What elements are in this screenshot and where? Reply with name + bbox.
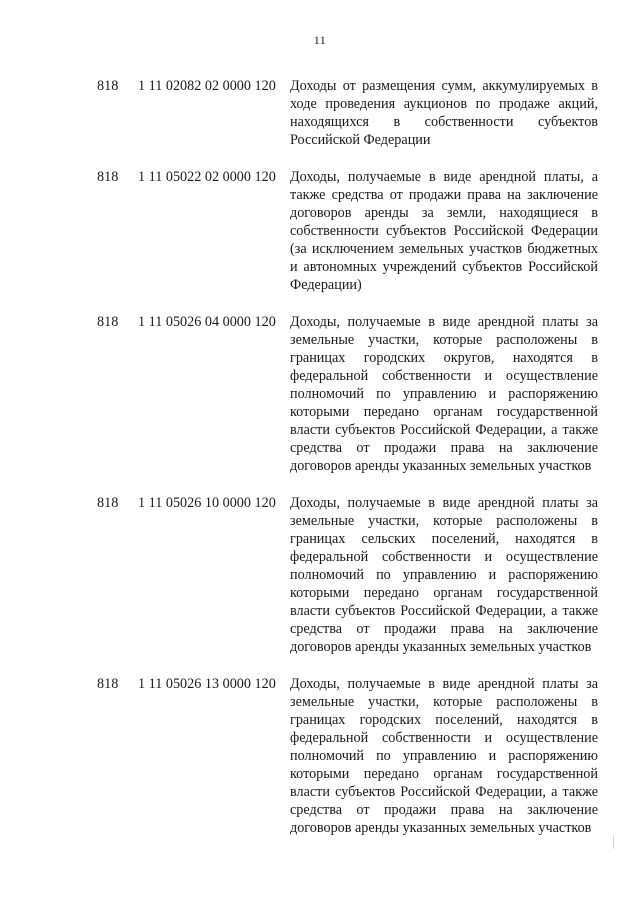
scan-artifact [613, 835, 614, 849]
administrator-code: 818 [97, 495, 119, 511]
list-item [0, 77, 640, 149]
administrator-code: 818 [97, 78, 119, 94]
page-number: 11 [313, 33, 327, 47]
administrator-code: 818 [97, 676, 119, 692]
revenue-description: Доходы, получаемые в виде арендной платы за земельные участки, которые расположены в границах городских округов, находятся в федеральной собственности и осуществление полномочий по управлению и распоряжению которыми передано органам государственной власти субъектов Российской Федерации, а также средства от продажи права на заключение договоров аренды указанных земельных участков [290, 314, 598, 474]
budget-classification-code: 1 11 05026 13 0000 120 [138, 676, 276, 692]
administrator-code: 818 [97, 169, 119, 185]
list-item [0, 675, 640, 837]
revenue-description: Доходы, получаемые в виде арендной платы за земельные участки, которые расположены в границах городских поселений, находятся в федеральной собственности и осуществление полномочий по управлению и распоряжению которыми передано органам государственной власти субъектов Российской Федерации, а также средства от продажи права на заключение договоров аренды указанных земельных участков [290, 676, 598, 836]
list-item [0, 168, 640, 294]
budget-classification-code: 1 11 02082 02 0000 120 [138, 78, 276, 94]
list-item [0, 313, 640, 475]
budget-classification-code: 1 11 05026 10 0000 120 [138, 495, 276, 511]
revenue-description: Доходы, получаемые в виде арендной платы, а также средства от продажи права на заключение договоров аренды за земли, находящиеся в собственности субъектов Российской Федерации (за исключением земельных участков бюджетных и автономных учреждений субъектов Российской Федерации) [290, 169, 598, 293]
revenue-codes-list [0, 77, 640, 856]
revenue-description: Доходы от размещения сумм, аккумулируемых в ходе проведения аукционов по продаже акций, находящихся в собственности субъектов Российской Федерации [290, 78, 598, 148]
budget-classification-code: 1 11 05026 04 0000 120 [138, 314, 276, 330]
administrator-code: 818 [97, 314, 119, 330]
budget-classification-code: 1 11 05022 02 0000 120 [138, 169, 276, 185]
list-item [0, 494, 640, 656]
revenue-description: Доходы, получаемые в виде арендной платы за земельные участки, которые расположены в границах сельских поселений, находятся в федеральной собственности и осуществление полномочий по управлению и распоряжению которыми передано органам государственной власти субъектов Российской Федерации, а также средства от продажи права на заключение договоров аренды указанных земельных участков [290, 495, 598, 655]
